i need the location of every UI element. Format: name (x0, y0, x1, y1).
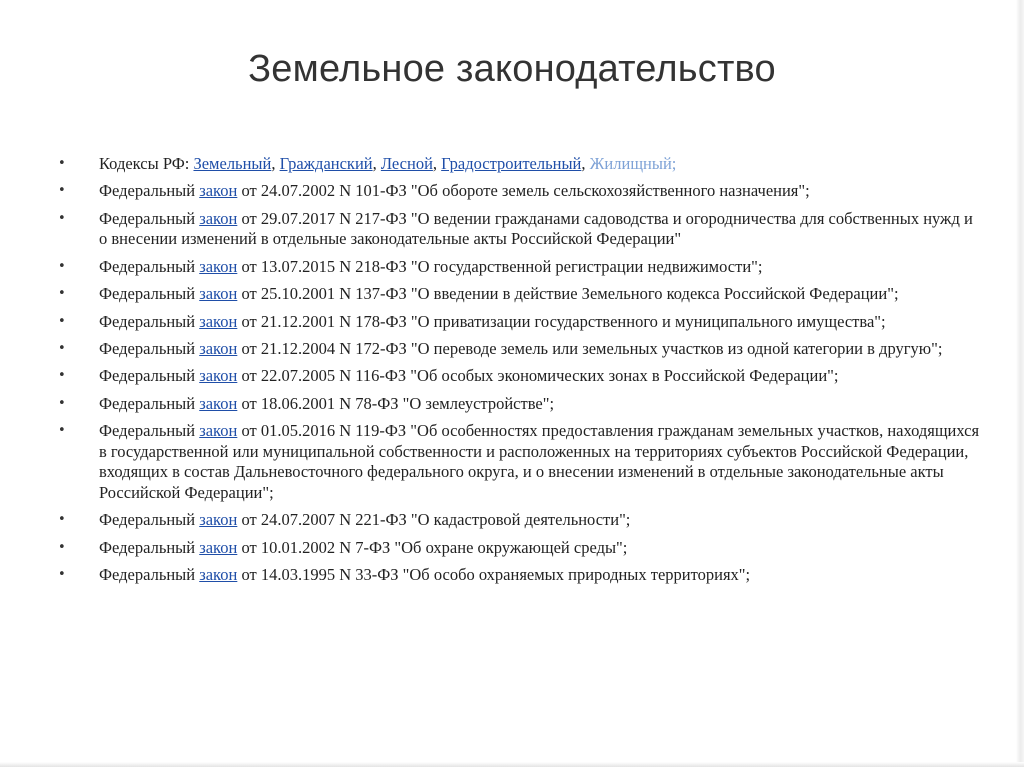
separator: , (581, 154, 590, 173)
list-item-law (0, 538, 980, 559)
list-item-law (0, 339, 980, 360)
law-text: от 21.12.2004 N 172-ФЗ "О переводе земель или земельных участков из одной категории в другую"; (237, 338, 943, 358)
list-item-law (0, 284, 980, 305)
law-text: от 18.06.2001 N 78-ФЗ "О землеустройстве"; (237, 393, 555, 413)
law-prefix: Федеральный (99, 537, 200, 557)
list-item-law (0, 257, 980, 278)
law-link[interactable]: закон (199, 366, 238, 386)
law-text: от 22.07.2005 N 116-ФЗ "Об особых экономических зонах в Российской Федерации"; (237, 366, 839, 386)
law-link[interactable]: закон (199, 338, 238, 358)
separator: , (271, 154, 280, 173)
slide-title: Земельное законодательство (248, 48, 776, 90)
law-link[interactable]: закон (199, 311, 238, 331)
law-text: от 10.01.2002 N 7-ФЗ "Об охране окружающей среды"; (237, 537, 628, 557)
law-text: от 29.07.2017 N 217-ФЗ "О ведении гражданами садоводства и огородничества для собственных нужд и о внесении изменений в отдельные законодательные акты Российской Федерации" (99, 208, 973, 249)
law-text: от 24.07.2007 N 221-ФЗ "О кадастровой деятельности"; (237, 510, 631, 530)
separator: , (432, 154, 442, 173)
law-text: от 21.12.2001 N 178-ФЗ "О приватизации государственного и муниципального имущества"; (237, 311, 886, 331)
law-prefix: Федеральный (99, 393, 200, 413)
bullet: • (58, 395, 66, 411)
law-prefix: Федеральный (99, 256, 200, 276)
law-link[interactable]: закон (199, 565, 238, 585)
bullet: • (58, 340, 66, 356)
bullet: • (58, 183, 66, 199)
codes-prefix: Кодексы РФ: (99, 154, 194, 173)
law-text: от 01.05.2016 N 119-ФЗ "Об особенностях предоставления гражданам земельных участков, находящихся в государственной или муниципальной собственности и расположенных на территориях субъектов Российской Федерации, входящих в состав Дальневосточного федерального округа, и о внесении изменений в отдельные законодательные акты Российской Федерации"; (99, 421, 980, 502)
law-prefix: Федеральный (99, 510, 200, 530)
law-text: от 25.10.2001 N 137-ФЗ "О введении в действие Земельного кодекса Российской Федерации"; (237, 284, 899, 304)
link-civil-code[interactable]: Гражданский (279, 154, 373, 173)
law-link[interactable]: закон (199, 421, 238, 441)
law-text: от 13.07.2015 N 218-ФЗ "О государственной регистрации недвижимости"; (237, 256, 763, 276)
bullet: • (58, 156, 66, 171)
list-item-codes (0, 154, 980, 175)
law-prefix: Федеральный (99, 181, 200, 201)
legislation-list (0, 154, 980, 592)
law-prefix: Федеральный (99, 338, 200, 358)
list-item-law (0, 366, 980, 387)
law-prefix: Федеральный (99, 311, 200, 331)
law-text: от 24.07.2002 N 101-ФЗ "Об обороте земель сельскохозяйственного назначения"; (237, 181, 810, 201)
bullet: • (58, 567, 66, 583)
list-item-law (0, 565, 980, 586)
bullet: • (58, 512, 66, 528)
list-item-law (0, 181, 980, 202)
bullet: • (58, 423, 66, 439)
link-urban-planning-code[interactable]: Градостроительный (441, 154, 582, 173)
list-item-law (0, 312, 980, 333)
law-link[interactable]: закон (199, 284, 238, 304)
link-forest-code[interactable]: Лесной (380, 154, 433, 173)
link-housing-code[interactable]: Жилищный; (589, 154, 677, 173)
link-land-code[interactable]: Земельный (193, 154, 272, 173)
law-prefix: Федеральный (99, 366, 200, 386)
slide-right-edge (1016, 0, 1024, 767)
law-link[interactable]: закон (199, 510, 238, 530)
list-item-law (0, 421, 980, 503)
bullet: • (58, 258, 66, 274)
law-link[interactable]: закон (199, 181, 238, 201)
law-link[interactable]: закон (199, 256, 238, 276)
list-item-law (0, 209, 980, 250)
bullet: • (58, 368, 66, 384)
separator: , (372, 154, 381, 173)
law-prefix: Федеральный (99, 565, 200, 585)
bullet: • (58, 313, 66, 329)
law-link[interactable]: закон (199, 537, 238, 557)
law-prefix: Федеральный (99, 284, 200, 304)
law-prefix: Федеральный (99, 421, 200, 441)
bullet: • (58, 539, 66, 555)
law-prefix: Федеральный (99, 208, 200, 228)
slide-bottom-edge (0, 762, 1024, 767)
list-item-law (0, 394, 980, 415)
law-link[interactable]: закон (199, 208, 238, 228)
bullet: • (58, 210, 66, 226)
law-link[interactable]: закон (199, 393, 238, 413)
list-item-law (0, 510, 980, 531)
law-text: от 14.03.1995 N 33-ФЗ "Об особо охраняемых природных территориях"; (237, 565, 751, 585)
bullet: • (58, 286, 66, 302)
